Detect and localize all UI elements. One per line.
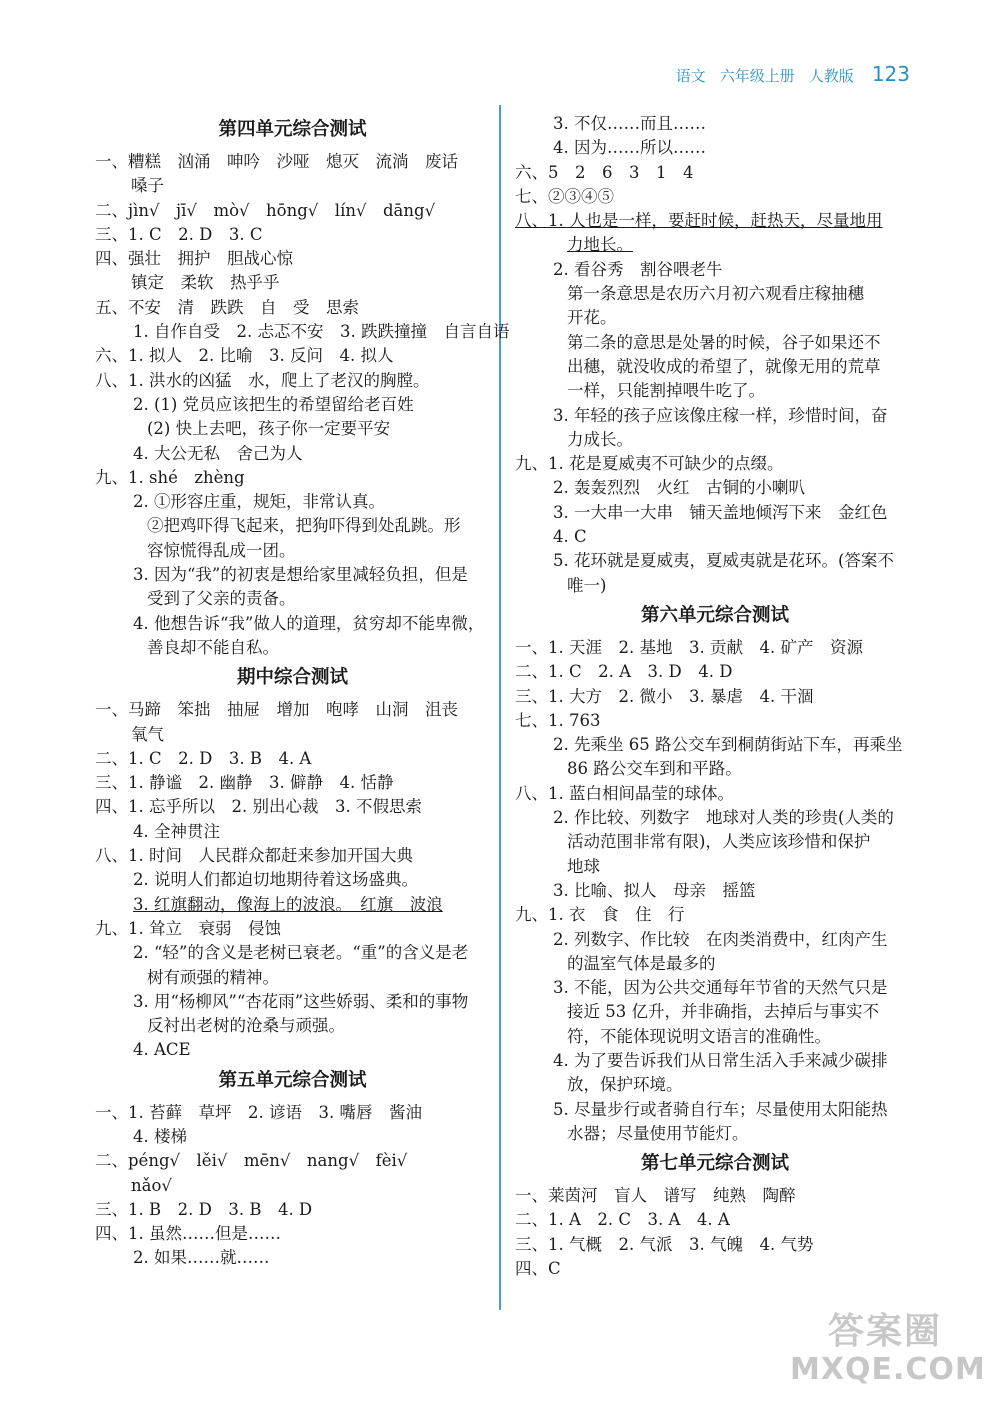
answer-line: 4. 他想告诉“我”做人的道理，贫穷却不能卑微， (133, 613, 485, 633)
answer-line: 4. C (553, 527, 587, 547)
answer-line: 六、1. 拟人 2. 比喻 3. 反问 4. 拟人 (95, 346, 394, 366)
answer-line: 七、1. 763 (515, 710, 601, 730)
answer-line: 九、1. 衣 食 住 行 (515, 905, 685, 925)
right-column (515, 112, 915, 1281)
answer-line: 水器；尽量使用节能灯。 (567, 1123, 749, 1143)
answer-line: 2. 先乘坐 65 路公交车到桐荫街站下车，再乘坐 (553, 735, 903, 755)
answer-line: 第二条的意思是处暑的时候，谷子如果还不 (567, 332, 881, 352)
answer-line: 力成长。 (567, 429, 633, 449)
answer-line: 2. 轰轰烈烈 火红 古铜的小喇叭 (553, 478, 805, 498)
answer-line: 氧气 (131, 724, 164, 744)
answer-line: 符，不能体现说明文语言的准确性。 (567, 1026, 831, 1046)
answer-line: 一、1. 天涯 2. 基地 3. 贡献 4. 矿产 资源 (515, 637, 863, 657)
answer-line: (2) 快上去吧，孩子你一定要平安 (147, 419, 391, 439)
header-grade: 六年级上册 (719, 67, 795, 85)
answer-line: 二、1. A 2. C 3. A 4. A (515, 1210, 730, 1230)
answer-line: 1. 自作自受 2. 忐忑不安 3. 跌跌撞撞 自言自语 (133, 322, 510, 342)
answer-line: 三、1. 静谧 2. 幽静 3. 僻静 4. 恬静 (95, 773, 394, 793)
answer-line: 2. 如果……就…… (133, 1248, 270, 1268)
answer-line: 4. 大公无私 舍己为人 (133, 443, 303, 463)
answer-line: 2. 作比较、列数字 地球对人类的珍贵(人类的 (553, 808, 894, 828)
answer-line: 三、1. B 2. D 3. B 4. D (95, 1199, 313, 1219)
section-heading: 第五单元综合测试 (218, 1069, 367, 1091)
answer-line: 3. 红旗翻动，像海上的波浪。 红旗 波浪 (133, 894, 443, 914)
answer-line: 二、jìn√ jī√ mò√ hōng√ lín√ dāng√ (95, 200, 436, 220)
answer-line: 活动范围非常有限)，人类应该珍惜和保护 (567, 832, 871, 852)
answer-line: 镇定 柔软 热乎乎 (131, 273, 280, 293)
answer-line: 3. 不仅……而且…… (553, 114, 706, 133)
answer-line: ②把鸡吓得飞起来，把狗吓得到处乱跳。形 (147, 516, 461, 536)
answer-line: 3. 用“杨柳风”“杏花雨”这些娇弱、柔和的事物 (133, 991, 469, 1011)
answer-line: 二、1. C 2. A 3. D 4. D (515, 662, 733, 682)
answer-line: 2. ①形容庄重，规矩，非常认真。 (133, 492, 385, 512)
answer-line: 一样，只能割掉喂牛吃了。 (567, 381, 765, 401)
section-heading: 第四单元综合测试 (218, 119, 367, 140)
answer-line: 八、1. 蓝白相间晶莹的球体。 (515, 783, 734, 803)
answer-line: 容惊慌得乱成一团。 (147, 540, 296, 560)
answer-line: 九、1. shé zhèng (95, 467, 245, 487)
answer-line: 4. 楼梯 (133, 1126, 187, 1146)
answer-line: 八、1. 人也是一样，要赶时候，赶热天，尽量地用 (515, 211, 883, 231)
answer-line: 第一条意思是农历六月初六观看庄稼抽穗 (567, 284, 864, 304)
answer-line: 二、1. C 2. D 3. B 4. A (95, 748, 312, 768)
answer-line: 4. 为了要告诉我们从日常生活入手来减少碳排 (553, 1050, 888, 1070)
answer-line: 善良却不能自私。 (147, 637, 279, 657)
answer-line: 三、1. 大方 2. 微小 3. 暴虐 4. 干涸 (515, 686, 814, 706)
answer-line: 反衬出老树的沧桑与顽强。 (147, 1016, 345, 1036)
answer-line: 2. 说明人们都迫切地期待着这场盛典。 (133, 870, 418, 890)
answer-line: 接近 53 亿升，并非确指，去掉后与事实不 (567, 1002, 879, 1022)
header-subject: 语文 (675, 67, 706, 85)
answer-line: 地球 (567, 856, 600, 876)
answer-line: 八、1. 时间 人民群众都赶来参加开国大典 (95, 846, 413, 866)
answer-line: 八、1. 洪水的凶猛 水，爬上了老汉的胸膛。 (95, 370, 430, 390)
answer-line: 一、1. 苔藓 草坪 2. 谚语 3. 嘴唇 酱油 (95, 1102, 422, 1122)
answer-line: 树有顽强的精神。 (147, 967, 279, 987)
watermark-text-cn: 答案圈 (827, 1311, 942, 1352)
answer-line: 3. 不能，因为公共交通每年节省的天然气只是 (553, 978, 888, 998)
column-divider (499, 105, 501, 1310)
answer-line: 九、1. 花是夏威夷不可缺少的点缀。 (515, 454, 784, 474)
answer-line: 5. 花环就是夏威夷，夏威夷就是花环。(答案不 (553, 551, 894, 571)
answer-line: 2. “轻”的含义是老树已衰老。“重”的含义是老 (133, 943, 469, 963)
answer-line: 3. 比喻、拟人 母亲 摇篮 (553, 880, 756, 900)
page-number: 123 (871, 62, 910, 86)
answer-line: 出穗，就没收成的希望了，就像无用的荒草 (567, 356, 881, 376)
answer-line: 4. ACE (133, 1040, 191, 1060)
answer-line: 七、②③④⑤ (515, 186, 614, 206)
answer-line: 力地长。 (567, 235, 633, 255)
answer-line: nǎo√ (131, 1175, 172, 1195)
watermark-text-url: MXQE.COM (790, 1352, 986, 1387)
answer-line: 五、不安 清 跌跌 自 受 思索 (95, 297, 359, 317)
section-heading: 第七单元综合测试 (640, 1153, 789, 1175)
answer-line: 唯一) (567, 575, 607, 595)
answer-line: 2. 看谷秀 割谷喂老牛 (553, 259, 723, 279)
answer-line: 三、1. 气概 2. 气派 3. 气魄 4. 气势 (515, 1234, 814, 1254)
answer-line: 开花。 (567, 308, 617, 328)
watermark-logo (790, 1303, 986, 1387)
answer-line: 4. 因为……所以…… (553, 138, 706, 158)
answer-line: 九、1. 耸立 衰弱 侵蚀 (95, 918, 281, 938)
page-header (676, 62, 910, 92)
answer-line: 2. (1) 党员应该把生的希望留给老百姓 (133, 394, 414, 414)
answer-line: 2. 列数字、作比较 在肉类消费中，红肉产生 (553, 929, 888, 949)
answer-line: 放，保护环境。 (567, 1075, 683, 1095)
answer-line: 三、1. C 2. D 3. C (95, 224, 263, 244)
section-heading: 期中综合测试 (236, 667, 348, 689)
answer-line: 3. 年轻的孩子应该像庄稼一样，珍惜时间，奋 (553, 405, 888, 425)
answer-line: 3. 一大串一大串 铺天盖地倾泻下来 金红色 (553, 502, 888, 522)
answer-line: 一、莱茵河 盲人 谱写 纯熟 陶醉 (515, 1186, 796, 1206)
answer-line: 受到了父亲的责备。 (147, 589, 296, 609)
answer-line: 六、5 2 6 3 1 4 (515, 162, 694, 182)
answer-line: 5. 尽量步行或者骑自行车；尽量使用太阳能热 (553, 1099, 888, 1119)
answer-line: 一、糟糕 汹涌 呻吟 沙哑 熄灭 流淌 废话 (95, 152, 458, 171)
answer-line: 3. 因为“我”的初衷是想给家里减轻负担，但是 (133, 565, 468, 585)
answer-line: 86 路公交车到和平路。 (567, 759, 742, 779)
section-heading: 第六单元综合测试 (640, 604, 789, 626)
answer-line: 的温室气体是最多的 (567, 953, 716, 973)
answer-line: 二、péng√ lěi√ mēn√ nang√ fèi√ (95, 1151, 408, 1171)
left-column (95, 112, 510, 1271)
answer-line: 一、马蹄 笨拙 抽屉 增加 咆哮 山洞 沮丧 (95, 700, 458, 720)
answer-line: 嗓子 (131, 176, 164, 196)
answer-line: 4. 全神贯注 (133, 821, 220, 841)
answer-line: 四、C (515, 1259, 561, 1279)
answer-line: 四、1. 虽然……但是…… (95, 1224, 281, 1244)
answer-line: 四、强壮 拥护 胆战心惊 (95, 249, 293, 269)
answer-line: 四、1. 忘乎所以 2. 别出心裁 3. 不假思索 (95, 797, 422, 817)
header-edition: 人教版 (808, 67, 854, 85)
